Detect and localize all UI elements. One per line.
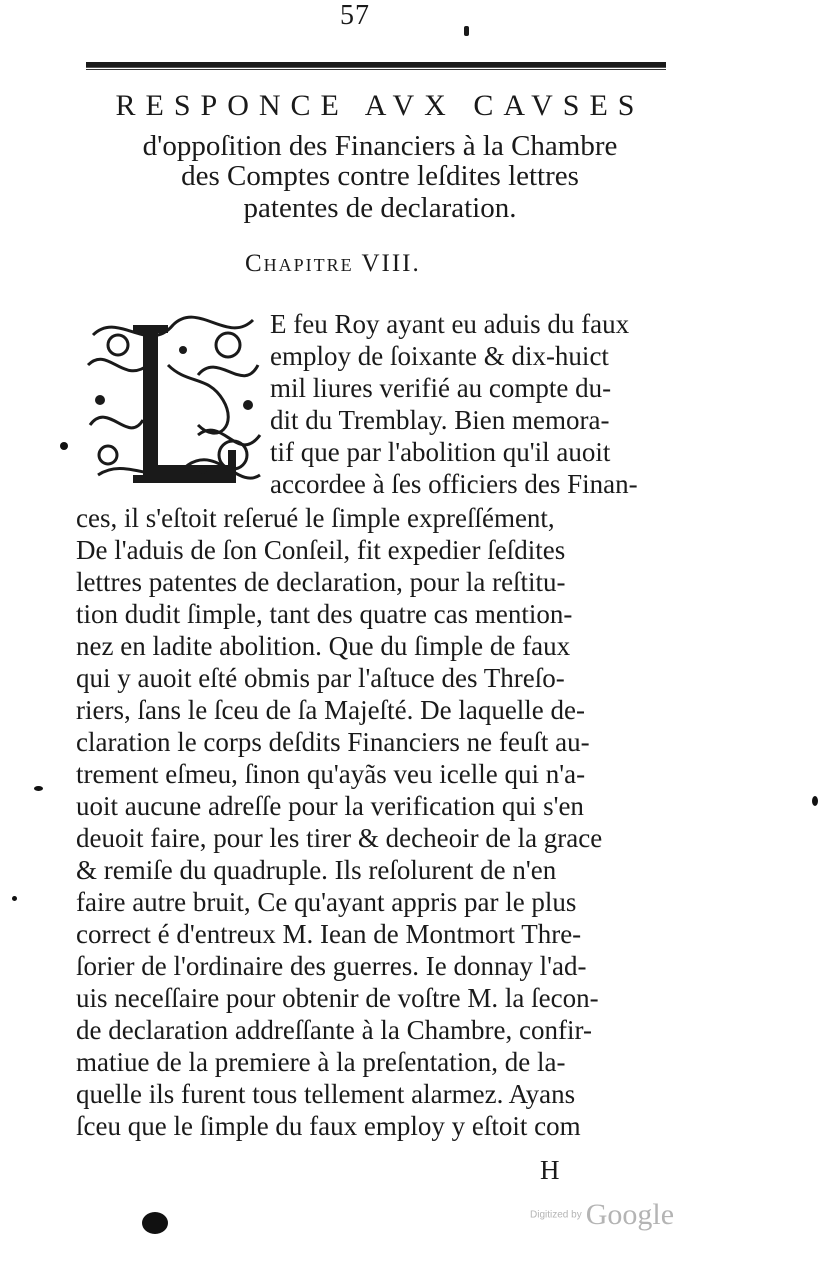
title-line-1: RESPONCE AVX CAVSES — [115, 89, 645, 122]
body-line: quelle ils furent tous tellement alarmez. Ayans — [76, 1079, 576, 1109]
ink-spot — [60, 442, 68, 450]
ornamental-dropcap-l-icon — [78, 305, 268, 495]
page-number: 57 — [340, 0, 370, 31]
body-line: & remiſe du quadruple. Ils reſolurent de n'en — [76, 855, 557, 885]
body-line: mil liures verifié au compte du- — [270, 373, 612, 403]
body-line: uis neceſſaire pour obtenir de voſtre M. la ſecon- — [76, 983, 599, 1013]
body-line: faire autre bruit, Ce qu'ayant appris par le plus — [76, 887, 577, 917]
body-line: tion dudit ſimple, tant des quatre cas mention- — [76, 599, 573, 629]
body-line: deuoit faire, pour les tirer & decheoir de la grace — [76, 823, 603, 853]
ink-blot — [142, 1212, 168, 1234]
body-line: matiue de la premiere à la preſentation, de la- — [76, 1047, 566, 1077]
signature-mark: H — [540, 1155, 560, 1185]
header-rule — [86, 62, 666, 68]
body-line: riers, ſans le ſceu de ſa Majeſté. De laquelle de- — [76, 695, 586, 725]
body-line: ſceu que le ſimple du faux employ y eſtoit com — [76, 1111, 581, 1141]
body-line: correct é d'entreux M. Iean de Montmort Thre- — [76, 919, 582, 949]
body-line: qui y auoit eſté obmis par l'aſtuce des Threſo- — [76, 663, 565, 693]
body-line: de declaration addreſſante à la Chambre, confir- — [76, 1015, 592, 1045]
body-line: E feu Roy ayant eu aduis du faux — [270, 309, 630, 339]
ink-mark — [464, 26, 469, 36]
body-line: lettres patentes de declaration, pour la reſtitu- — [76, 567, 566, 597]
body-line: uoit aucune adreſſe pour la verification qui s'en — [76, 791, 584, 821]
header-rule-thin — [86, 69, 666, 70]
watermark-brand: Google — [585, 1198, 675, 1231]
watermark-prefix: Digitized by — [530, 1209, 582, 1221]
body-line: dit du Tremblay. Bien memora- — [270, 405, 610, 435]
title-line-3: des Comptes contre leſdites lettres — [181, 160, 579, 192]
google-watermark — [530, 1198, 674, 1232]
body-line: trement eſmeu, ſinon qu'ayãs veu icelle qui n'a- — [76, 759, 586, 789]
chapter-heading: Chapitre VIII. — [245, 250, 421, 277]
body-line: accordee à ſes officiers des Finan- — [270, 469, 638, 499]
body-line: ces, il s'eſtoit reſerué le ſimple expreſſément, — [76, 503, 555, 533]
ink-spot — [34, 786, 43, 791]
title-line-2: d'oppoſition des Financiers à la Chambre — [142, 130, 618, 162]
body-line: nez en ladite abolition. Que du ſimple de faux — [76, 631, 571, 661]
title-line-4: patentes de declaration. — [243, 192, 517, 224]
body-line: claration le corps deſdits Financiers ne feuſt au- — [76, 727, 590, 757]
body-line: tif que par l'abolition qu'il auoit — [270, 437, 611, 467]
body-line: De l'aduis de ſon Conſeil, fit expedier ſeſdites — [76, 535, 566, 565]
ink-spot — [12, 896, 17, 901]
ink-spot — [812, 796, 818, 806]
body-line: ſorier de l'ordinaire des guerres. Ie donnay l'ad- — [76, 951, 587, 981]
body-line: employ de ſoixante & dix-huict — [270, 341, 609, 371]
